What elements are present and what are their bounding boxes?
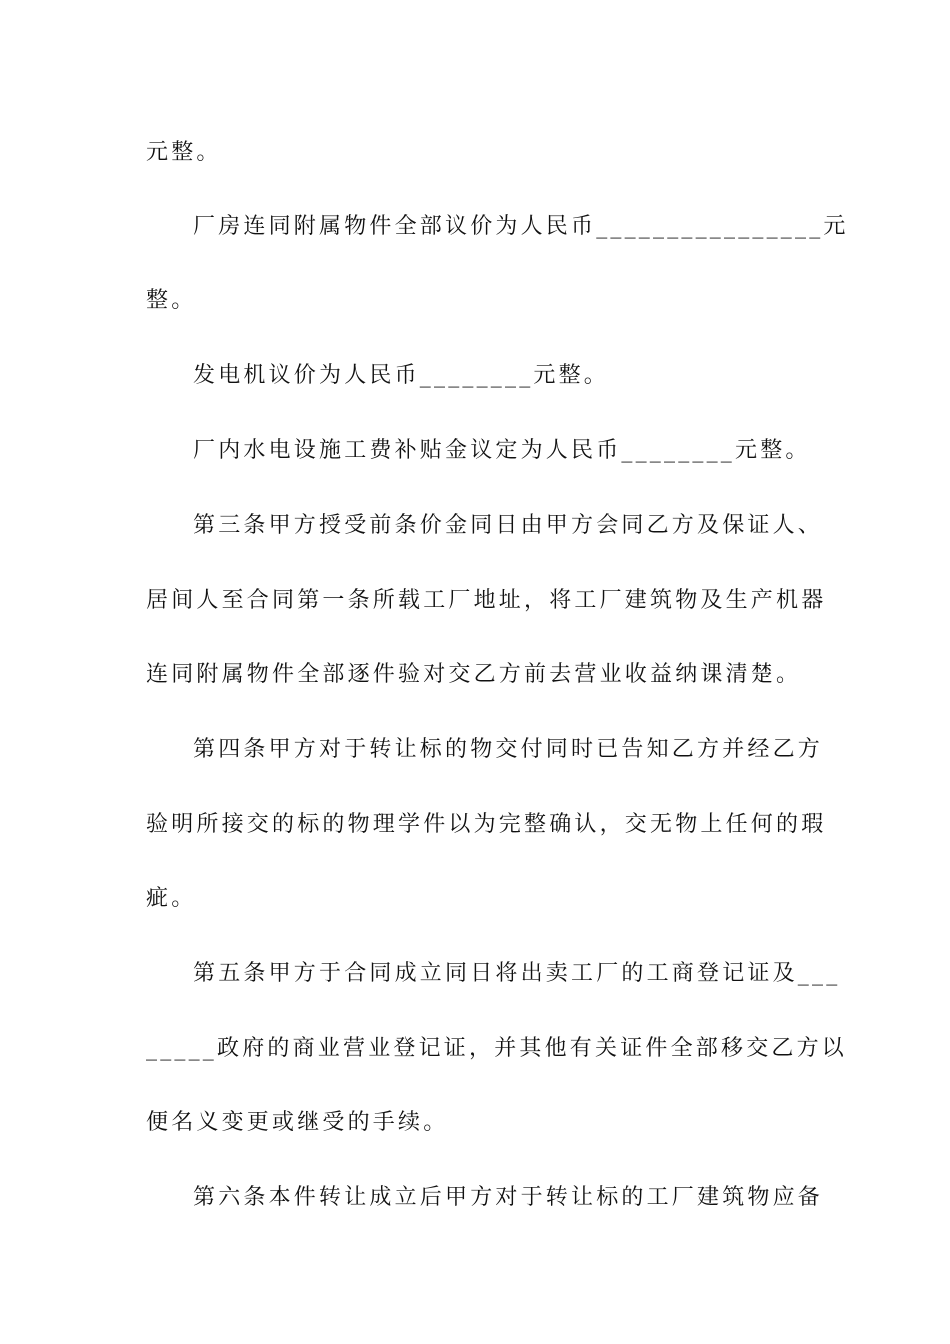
text-line: 第六条本件转让成立后甲方对于转让标的工厂建筑物应备 <box>193 1185 824 1210</box>
text-line: 发电机议价为人民币________元整。 <box>193 363 610 388</box>
text-line: 居间人至合同第一条所载工厂地址，将工厂建筑物及生产机器 <box>146 588 827 613</box>
text-line: 第四条甲方对于转让标的物交付同时已告知乙方并经乙方 <box>193 737 824 762</box>
text-line: 元整。 <box>146 140 222 165</box>
text-line: 连同附属物件全部逐件验对交乙方前去营业收益纳课清楚。 <box>146 662 802 687</box>
text-line: 疵。 <box>146 886 197 911</box>
text-line: 厂内水电设施工费补贴金议定为人民币________元整。 <box>193 438 811 463</box>
text-line: 第三条甲方授受前条价金同日由甲方会同乙方及保证人、 <box>193 513 824 538</box>
text-line: _____政府的商业营业登记证，并其他有关证件全部移交乙方以 <box>146 1036 848 1061</box>
text-line: 第五条甲方于合同成立同日将出卖工厂的工商登记证及___ <box>193 961 841 986</box>
text-line: 便名义变更或继受的手续。 <box>146 1110 449 1135</box>
text-line: 厂房连同附属物件全部议价为人民币________________元 <box>193 214 849 239</box>
text-line: 整。 <box>146 288 197 313</box>
text-line: 验明所接交的标的物理学件以为完整确认，交无物上任何的瑕 <box>146 812 827 837</box>
